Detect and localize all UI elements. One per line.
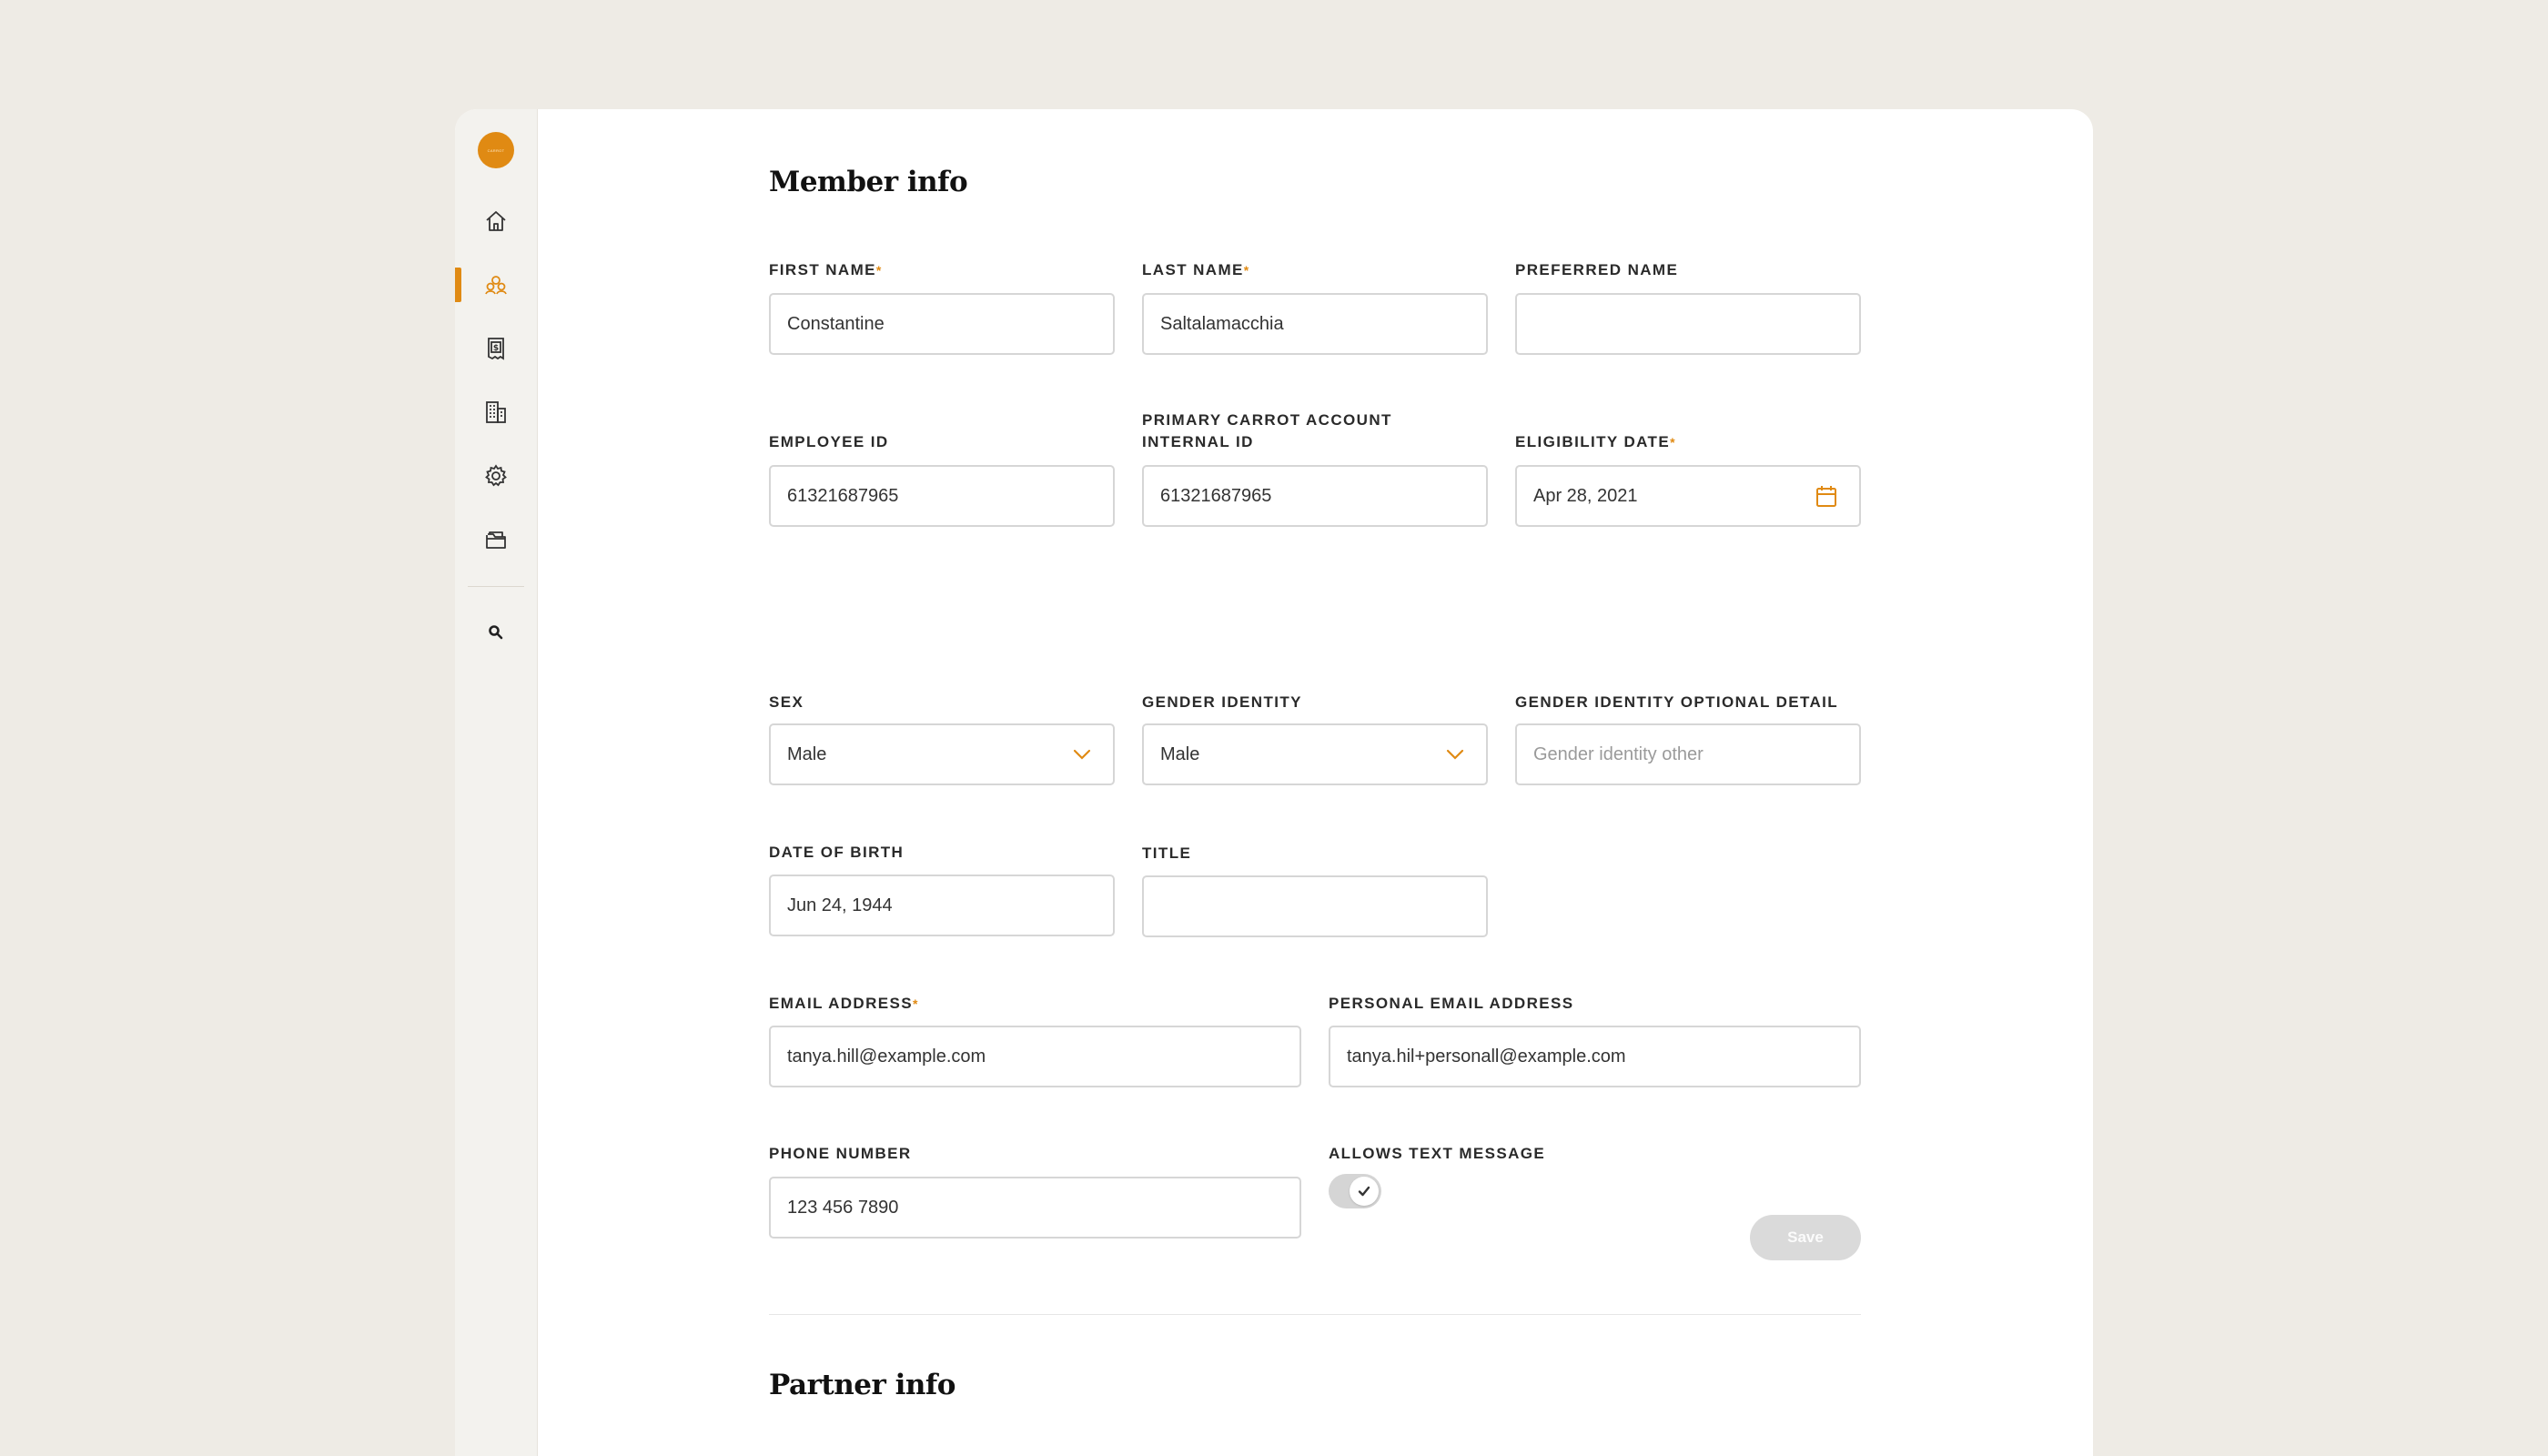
sex-group (769, 692, 1115, 764)
sidebar-divider (468, 586, 524, 587)
date-of-birth-label: DATE OF BIRTH (769, 844, 905, 861)
eligibility-date-value: Apr 28, 2021 (1533, 485, 1638, 506)
members-icon (483, 272, 509, 298)
carrot-account-id-label-line2: INTERNAL ID (1142, 433, 1254, 450)
date-of-birth-group (769, 842, 1115, 864)
gender-identity-select[interactable] (1142, 723, 1488, 785)
personal-email-input[interactable] (1329, 1026, 1861, 1087)
preferred-name-group (1515, 259, 1861, 281)
carrot-logo[interactable] (478, 132, 514, 168)
sidebar-item-search[interactable] (455, 612, 537, 653)
title-group (1142, 843, 1488, 864)
gender-identity-detail-group (1515, 692, 1861, 713)
allows-text-label: ALLOWS TEXT MESSAGE (1329, 1145, 1546, 1162)
app-window (455, 109, 2093, 1456)
logo-text: CARROT (487, 147, 505, 153)
sex-label: SEX (769, 693, 804, 711)
carrot-account-id-label-line1: PRIMARY CARROT ACCOUNT (1142, 411, 1392, 429)
carrot-account-id-input[interactable] (1142, 465, 1488, 527)
first-name-group (769, 259, 1115, 281)
email-label: EMAIL ADDRESS* (769, 995, 919, 1012)
gender-identity-label: GENDER IDENTITY (1142, 693, 1302, 711)
checkmark-icon (1358, 1186, 1370, 1197)
personal-email-label: PERSONAL EMAIL ADDRESS (1329, 995, 1574, 1012)
sidebar-item-files[interactable] (455, 519, 537, 561)
title-input[interactable] (1142, 875, 1488, 937)
sidebar-item-home[interactable] (455, 200, 537, 242)
home-icon (483, 208, 509, 234)
search-icon (483, 620, 509, 645)
chevron-down-icon (1073, 749, 1091, 760)
sidebar-item-members[interactable] (455, 264, 537, 306)
sex-select[interactable] (769, 723, 1115, 785)
last-name-group (1142, 259, 1488, 281)
gear-icon (483, 463, 509, 489)
date-of-birth-input[interactable] (769, 875, 1115, 936)
carrot-account-id-group (1142, 410, 1488, 453)
folder-icon (483, 527, 509, 552)
email-input[interactable] (769, 1026, 1301, 1087)
email-group (769, 993, 1301, 1015)
gender-identity-value: Male (1160, 743, 1200, 764)
preferred-name-input[interactable] (1515, 293, 1861, 355)
employee-id-label: EMPLOYEE ID (769, 433, 889, 450)
sidebar-item-companies[interactable] (455, 391, 537, 433)
last-name-label: LAST NAME* (1142, 261, 1250, 278)
eligibility-date-picker[interactable] (1515, 465, 1861, 527)
gender-identity-group (1142, 692, 1488, 764)
receipt-dollar-icon (483, 336, 509, 361)
gender-identity-detail-input[interactable] (1515, 723, 1861, 785)
sidebar-item-billing[interactable] (455, 328, 537, 369)
chevron-down-icon (1446, 749, 1464, 760)
partner-info-title: Partner info (769, 1369, 956, 1401)
preferred-name-label: PREFERRED NAME (1515, 261, 1679, 278)
save-button[interactable]: Save (1750, 1215, 1861, 1260)
allows-text-toggle[interactable] (1329, 1174, 1381, 1208)
calendar-icon[interactable] (1815, 484, 1837, 508)
allows-text-group (1329, 1143, 1861, 1216)
phone-input[interactable] (769, 1177, 1301, 1239)
sidebar-item-settings[interactable] (455, 455, 537, 497)
first-name-label: FIRST NAME* (769, 261, 883, 278)
first-name-input[interactable] (769, 293, 1115, 355)
employee-id-group (769, 431, 1115, 453)
sex-value: Male (787, 743, 827, 764)
personal-email-group (1329, 993, 1861, 1015)
eligibility-date-group (1515, 431, 1861, 506)
employee-id-input[interactable] (769, 465, 1115, 527)
svg-text:$: $ (492, 344, 500, 353)
toggle-knob (1350, 1177, 1379, 1206)
sidebar (455, 109, 538, 1456)
eligibility-date-label: ELIGIBILITY DATE* (1515, 433, 1676, 450)
gender-identity-detail-label: GENDER IDENTITY OPTIONAL DETAIL (1515, 693, 1839, 711)
section-divider (769, 1314, 1861, 1315)
phone-group (769, 1143, 1301, 1165)
title-label: TITLE (1142, 844, 1192, 862)
page-title: Member info (769, 166, 968, 198)
building-icon (483, 399, 509, 425)
phone-label: PHONE NUMBER (769, 1145, 912, 1162)
last-name-input[interactable] (1142, 293, 1488, 355)
